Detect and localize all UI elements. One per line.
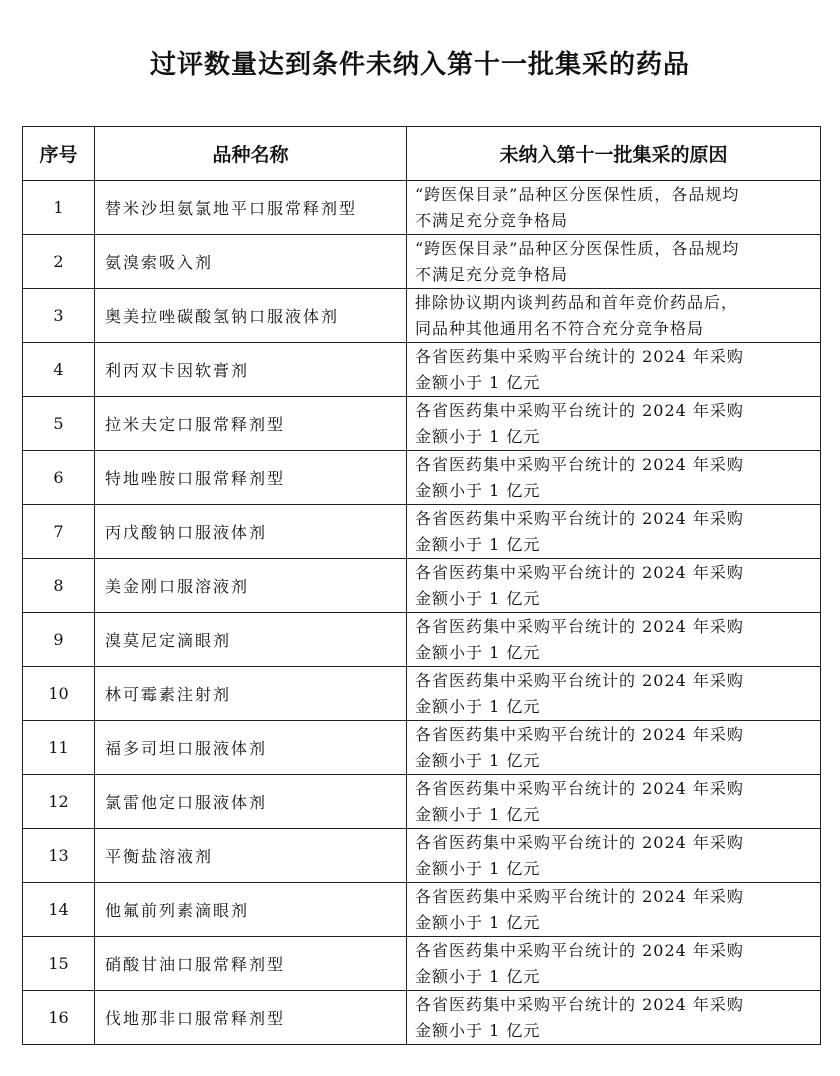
row-number: 11 bbox=[23, 721, 95, 775]
reason-line: 金额小于 1 亿元 bbox=[415, 426, 541, 446]
header-number: 序号 bbox=[23, 127, 95, 181]
reason-cell bbox=[407, 181, 821, 235]
reason-line: 金额小于 1 亿元 bbox=[415, 750, 541, 770]
table-row bbox=[23, 505, 821, 559]
table-row bbox=[23, 235, 821, 289]
reason-cell bbox=[407, 505, 821, 559]
row-number: 16 bbox=[23, 991, 95, 1045]
reason-line: 金额小于 1 亿元 bbox=[415, 912, 541, 932]
reason-line: 金额小于 1 亿元 bbox=[415, 480, 541, 500]
drug-name: 利丙双卡因软膏剂 bbox=[95, 343, 407, 397]
reason-cell bbox=[407, 883, 821, 937]
drug-name: 氨溴索吸入剂 bbox=[95, 235, 407, 289]
reason-cell bbox=[407, 397, 821, 451]
reason-cell bbox=[407, 829, 821, 883]
drug-name: 氯雷他定口服液体剂 bbox=[95, 775, 407, 829]
reason-cell bbox=[407, 343, 821, 397]
reason-line: 各省医药集中采购平台统计的 2024 年采购 bbox=[415, 508, 744, 528]
drug-table bbox=[22, 126, 821, 1045]
table-row bbox=[23, 775, 821, 829]
reason-line: 各省医药集中采购平台统计的 2024 年采购 bbox=[415, 832, 744, 852]
reason-cell bbox=[407, 613, 821, 667]
table-row bbox=[23, 559, 821, 613]
reason-line: 各省医药集中采购平台统计的 2024 年采购 bbox=[415, 454, 744, 474]
page-title: 过评数量达到条件未纳入第十一批集采的药品 bbox=[149, 50, 690, 80]
row-number: 4 bbox=[23, 343, 95, 397]
reason-line: 各省医药集中采购平台统计的 2024 年采购 bbox=[415, 562, 744, 582]
reason-line: 各省医药集中采购平台统计的 2024 年采购 bbox=[415, 616, 744, 636]
reason-line: 不满足充分竞争格局 bbox=[415, 264, 569, 284]
row-number: 8 bbox=[23, 559, 95, 613]
row-number: 2 bbox=[23, 235, 95, 289]
table-body bbox=[23, 181, 821, 1045]
reason-cell bbox=[407, 559, 821, 613]
drug-name: 丙戊酸钠口服液体剂 bbox=[95, 505, 407, 559]
table-row bbox=[23, 451, 821, 505]
reason-line: 金额小于 1 亿元 bbox=[415, 858, 541, 878]
drug-name: 特地唑胺口服常释剂型 bbox=[95, 451, 407, 505]
reason-line: 同品种其他通用名不符合充分竞争格局 bbox=[415, 318, 705, 338]
reason-line: 各省医药集中采购平台统计的 2024 年采购 bbox=[415, 994, 744, 1014]
table-row bbox=[23, 289, 821, 343]
drug-name: 平衡盐溶液剂 bbox=[95, 829, 407, 883]
drug-name: 替米沙坦氨氯地平口服常释剂型 bbox=[95, 181, 407, 235]
reason-line: 排除协议期内谈判药品和首年竞价药品后， bbox=[415, 292, 739, 312]
drug-name: 福多司坦口服液体剂 bbox=[95, 721, 407, 775]
reason-cell bbox=[407, 721, 821, 775]
reason-line: 各省医药集中采购平台统计的 2024 年采购 bbox=[415, 778, 744, 798]
row-number: 7 bbox=[23, 505, 95, 559]
reason-cell bbox=[407, 991, 821, 1045]
header-drug-name: 品种名称 bbox=[95, 127, 407, 181]
row-number: 5 bbox=[23, 397, 95, 451]
reason-cell bbox=[407, 937, 821, 991]
reason-cell bbox=[407, 667, 821, 721]
drug-name: 他氟前列素滴眼剂 bbox=[95, 883, 407, 937]
reason-line: 金额小于 1 亿元 bbox=[415, 642, 541, 662]
reason-line: 金额小于 1 亿元 bbox=[415, 804, 541, 824]
drug-name: 伐地那非口服常释剂型 bbox=[95, 991, 407, 1045]
drug-name: 拉米夫定口服常释剂型 bbox=[95, 397, 407, 451]
row-number: 13 bbox=[23, 829, 95, 883]
reason-line: 金额小于 1 亿元 bbox=[415, 696, 541, 716]
row-number: 14 bbox=[23, 883, 95, 937]
row-number: 12 bbox=[23, 775, 95, 829]
table-header-row bbox=[23, 127, 821, 181]
reason-line: 各省医药集中采购平台统计的 2024 年采购 bbox=[415, 886, 744, 906]
reason-line: 不满足充分竞争格局 bbox=[415, 210, 569, 230]
header-reason: 未纳入第十一批集采的原因 bbox=[407, 127, 821, 181]
row-number: 9 bbox=[23, 613, 95, 667]
reason-cell bbox=[407, 775, 821, 829]
row-number: 10 bbox=[23, 667, 95, 721]
reason-line: 各省医药集中采购平台统计的 2024 年采购 bbox=[415, 400, 744, 420]
reason-line: 各省医药集中采购平台统计的 2024 年采购 bbox=[415, 940, 744, 960]
reason-cell bbox=[407, 235, 821, 289]
reason-line: 各省医药集中采购平台统计的 2024 年采购 bbox=[415, 346, 744, 366]
table-row bbox=[23, 721, 821, 775]
table-row bbox=[23, 829, 821, 883]
reason-line: 金额小于 1 亿元 bbox=[415, 372, 541, 392]
table-row bbox=[23, 667, 821, 721]
table-row bbox=[23, 883, 821, 937]
drug-name: 林可霉素注射剂 bbox=[95, 667, 407, 721]
drug-name: 硝酸甘油口服常释剂型 bbox=[95, 937, 407, 991]
reason-cell bbox=[407, 289, 821, 343]
reason-line: 各省医药集中采购平台统计的 2024 年采购 bbox=[415, 670, 744, 690]
reason-line: 金额小于 1 亿元 bbox=[415, 1020, 541, 1040]
drug-name: 奥美拉唑碳酸氢钠口服液体剂 bbox=[95, 289, 407, 343]
table-row bbox=[23, 181, 821, 235]
reason-line: 金额小于 1 亿元 bbox=[415, 588, 541, 608]
row-number: 3 bbox=[23, 289, 95, 343]
table-row bbox=[23, 343, 821, 397]
table-row bbox=[23, 397, 821, 451]
table-row bbox=[23, 937, 821, 991]
reason-line: 金额小于 1 亿元 bbox=[415, 534, 541, 554]
row-number: 6 bbox=[23, 451, 95, 505]
reason-line: 金额小于 1 亿元 bbox=[415, 966, 541, 986]
reason-line: “跨医保目录”品种区分医保性质，各品规均 bbox=[415, 238, 740, 258]
drug-name: 溴莫尼定滴眼剂 bbox=[95, 613, 407, 667]
row-number: 1 bbox=[23, 181, 95, 235]
table-row bbox=[23, 991, 821, 1045]
row-number: 15 bbox=[23, 937, 95, 991]
reason-line: “跨医保目录”品种区分医保性质，各品规均 bbox=[415, 184, 740, 204]
table-row bbox=[23, 613, 821, 667]
drug-name: 美金刚口服溶液剂 bbox=[95, 559, 407, 613]
reason-line: 各省医药集中采购平台统计的 2024 年采购 bbox=[415, 724, 744, 744]
reason-cell bbox=[407, 451, 821, 505]
